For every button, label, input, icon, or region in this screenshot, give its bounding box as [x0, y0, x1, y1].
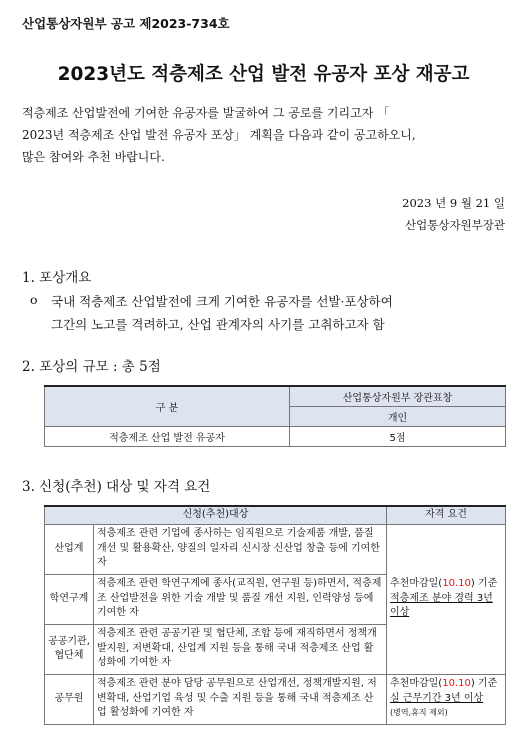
intro-line: 많은 참여와 추천 바랍니다. [22, 150, 165, 164]
table-row [45, 524, 506, 574]
table-header: 자격 요건 [387, 506, 506, 524]
eligibility-table [44, 505, 506, 725]
page-title: 2023년도 적층제조 산업 발전 유공자 포상 재공고 [57, 64, 470, 85]
issuer: 산업통상자원부장관 [405, 218, 505, 232]
table-cell: 적층제조 산업 발전 유공자 [45, 427, 290, 447]
table-cell: 5점 [290, 427, 506, 447]
intro-line: 적층제조 산업발전에 기여한 유공자를 발굴하여 그 공로를 기리고자 「 [22, 106, 390, 120]
bullet-marker: o [30, 292, 38, 307]
requirement-condition: 실 근무기간 3년 이상 [390, 692, 484, 704]
section-heading: 2. 포상의 규모 : 총 5점 [22, 359, 161, 375]
requirement-note: (병역,휴직 제외) [390, 708, 448, 718]
table-header: 구 분 [45, 386, 290, 427]
description-cell: 적층제조 관련 기업에 종사하는 임직원으로 기술제품 개발, 품질 개선 및 활용확산, 양질의 일자리 신시장 신산업 창출 등에 기여한 자 [94, 524, 387, 574]
requirement-cell [387, 674, 506, 724]
description-cell: 적층제조 관련 공공기관 및 협단체, 조합 등에 재직하면서 정책개발지원, 저변확대, 산업계 지원 등을 통해 국내 적층제조 산업 활성화에 기여한 자 [94, 624, 387, 674]
section-heading: 3. 신청(추천) 대상 및 자격 요건 [22, 479, 211, 495]
intro-paragraph [22, 102, 512, 168]
bullet-text: 국내 적층제조 산업발전에 크게 기여한 유공자를 선발·포상하여 [51, 294, 393, 309]
bullet-text: 그간의 노고를 격려하고, 산업 관계자의 사기를 고취하고자 함 [51, 317, 385, 332]
category-cell: 학연구계 [45, 574, 94, 624]
issue-date: 2023 년 9 월 21 일 [402, 196, 505, 210]
description-cell: 적층제조 관련 학연구계에 종사(교직원, 연구원 등)하면서, 적층제조 산업발전을 위한 기술 개발 및 품질 개선 지원, 인력양성 등에 기여한 자 [94, 574, 387, 624]
intro-line: 2023년 적층제조 산업 발전 유공자 포상」 계획을 다음과 같이 공고하오니, [22, 128, 416, 142]
requirement-cell [387, 524, 506, 674]
award-scale-table [44, 385, 506, 447]
table-header: 산업통상자원부 장관표창 [290, 386, 506, 407]
category-cell: 공공기관, 협단체 [45, 624, 94, 674]
table-header: 신청(추천)대상 [45, 506, 387, 524]
table-row [45, 674, 506, 724]
requirement-text: 추천마감일(10.10) 기준 [390, 578, 498, 590]
category-cell: 공무원 [45, 674, 94, 724]
description-cell: 적층제조 관련 분야 담당 공무원으로 산업개선, 정책개발지원, 저변확대, 산업기업 육성 및 수출 지원 등을 통해 국내 적층제조 산업 활성화에 기여한 자 [94, 674, 387, 724]
requirement-text: 추천마감일(10.10) 기준 [390, 678, 498, 690]
requirement-condition: 적층제조 분야 경력 3년 이상 [390, 592, 493, 619]
section-heading: 1. 포상개요 [22, 270, 92, 286]
table-subheader: 개인 [290, 407, 506, 427]
notice-number: 산업통상자원부 공고 제2023-734호 [22, 16, 230, 31]
category-cell: 산업계 [45, 524, 94, 574]
